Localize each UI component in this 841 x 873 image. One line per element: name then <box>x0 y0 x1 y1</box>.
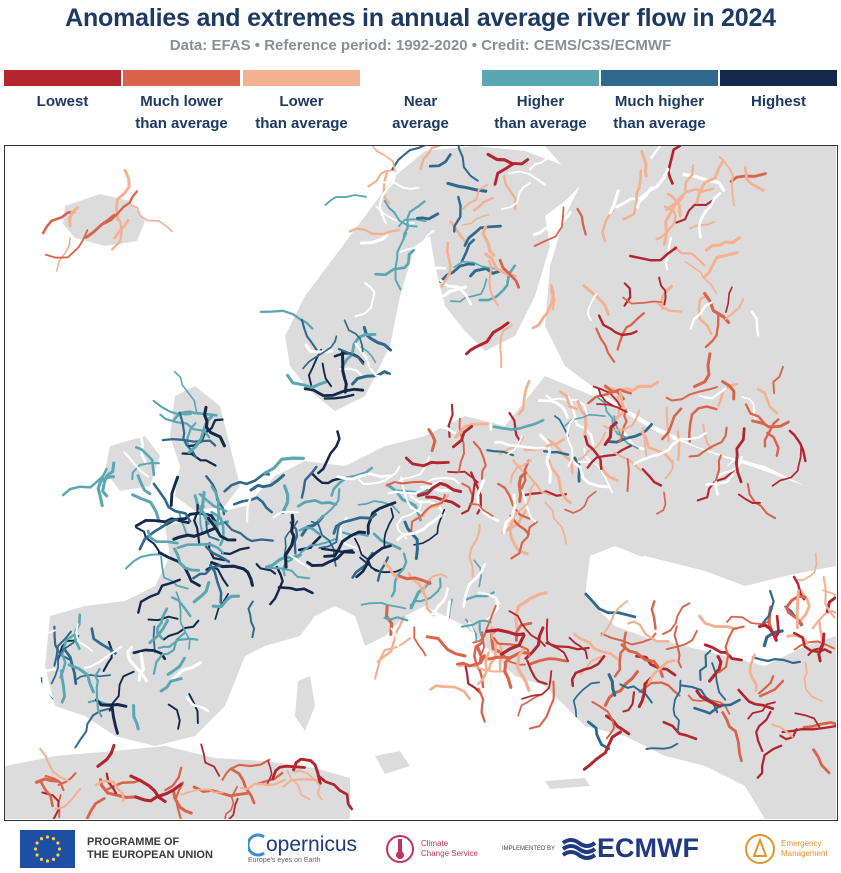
legend-label: Highest <box>750 93 806 110</box>
ecmwf-waves-icon <box>561 837 597 861</box>
river-segment <box>776 616 779 638</box>
legend-label-line2: average <box>392 115 449 132</box>
legend-item-much-lower <box>122 70 241 135</box>
river-segment <box>126 554 161 568</box>
river-segment <box>628 459 629 491</box>
eu-logo <box>20 826 213 871</box>
iceland-land <box>63 194 145 246</box>
page-title: Anomalies and extremes in annual average river flow in 2024 <box>65 4 776 32</box>
legend-label-line2: than average <box>494 115 587 132</box>
river-segment <box>763 591 773 622</box>
baltic-sea <box>435 346 505 406</box>
ccs-label-line1: Climate <box>421 838 449 848</box>
river-segment <box>418 288 437 302</box>
eu-label-line1: PROGRAMME OF <box>87 835 180 848</box>
thermometer-icon <box>385 832 415 866</box>
legend-swatch <box>362 70 479 86</box>
legend-label-line2: than average <box>613 115 706 132</box>
legend-swatch <box>720 70 837 86</box>
river-segment <box>133 495 159 521</box>
river-segment <box>325 195 366 205</box>
river-segment <box>427 637 465 656</box>
legend-label: Near <box>403 93 438 110</box>
river-segment <box>431 686 470 699</box>
river-segment <box>584 732 620 769</box>
legend-label: Lowest <box>36 93 89 110</box>
river-segment <box>373 147 395 172</box>
legend-item-much-higher <box>600 70 719 135</box>
em-label-line2: Management <box>781 848 828 858</box>
legend-label-line2: than average <box>135 115 228 132</box>
legend-item-lowest <box>3 70 122 113</box>
footer-logos <box>0 826 841 871</box>
copernicus-logo <box>248 826 357 871</box>
river-segment <box>282 386 299 413</box>
legend <box>0 70 841 140</box>
river-segment <box>414 627 425 655</box>
page-subtitle: Data: EFAS • Reference period: 1992-2020 • Credit: CEMS/C3S/ECMWF <box>169 37 672 54</box>
river-segment <box>518 694 542 716</box>
river-segment <box>678 431 679 460</box>
sardinia-land <box>295 676 315 731</box>
copernicus-c-icon <box>248 833 266 857</box>
legend-label: Higher <box>516 93 565 110</box>
emergency-icon <box>743 832 777 866</box>
ecmwf-implemented-label: IMPLEMENTED BY <box>502 845 556 852</box>
ecmwf-logo <box>502 826 699 871</box>
crete-land <box>545 778 590 789</box>
legend-label: Much lower <box>140 93 223 110</box>
legend-item-lower <box>242 70 361 135</box>
europe-map <box>4 145 838 821</box>
river-segment <box>797 591 798 628</box>
legend-swatch <box>123 70 240 86</box>
river-segment <box>479 689 485 722</box>
emergency-management-logo <box>743 826 828 871</box>
em-label-line1: Emergency <box>781 838 822 848</box>
sicily-land <box>375 751 410 774</box>
map-canvas <box>5 146 836 819</box>
eu-label-line2: THE EUROPEAN UNION <box>87 848 213 861</box>
legend-item-higher <box>481 70 600 135</box>
scandinavia-land <box>285 146 580 411</box>
legend-swatch <box>482 70 599 86</box>
copernicus-wordmark: opernicus <box>266 833 358 856</box>
eu-flag-icon <box>20 830 75 868</box>
climate-change-service-logo <box>385 826 478 871</box>
legend-label-line2: than average <box>255 115 348 132</box>
legend-label: Lower <box>279 93 324 110</box>
legend-swatch <box>4 70 121 86</box>
ccs-label-line2: Change Service <box>421 848 478 858</box>
legend-item-near <box>361 70 480 135</box>
river-segment <box>57 238 70 271</box>
legend-swatch <box>601 70 718 86</box>
legend-label: Much higher <box>614 93 705 110</box>
ecmwf-wordmark: ECMWF <box>597 833 699 863</box>
legend-item-highest <box>719 70 838 113</box>
legend-swatch <box>243 70 360 86</box>
copernicus-tagline: Europe's eyes on Earth <box>248 857 321 864</box>
